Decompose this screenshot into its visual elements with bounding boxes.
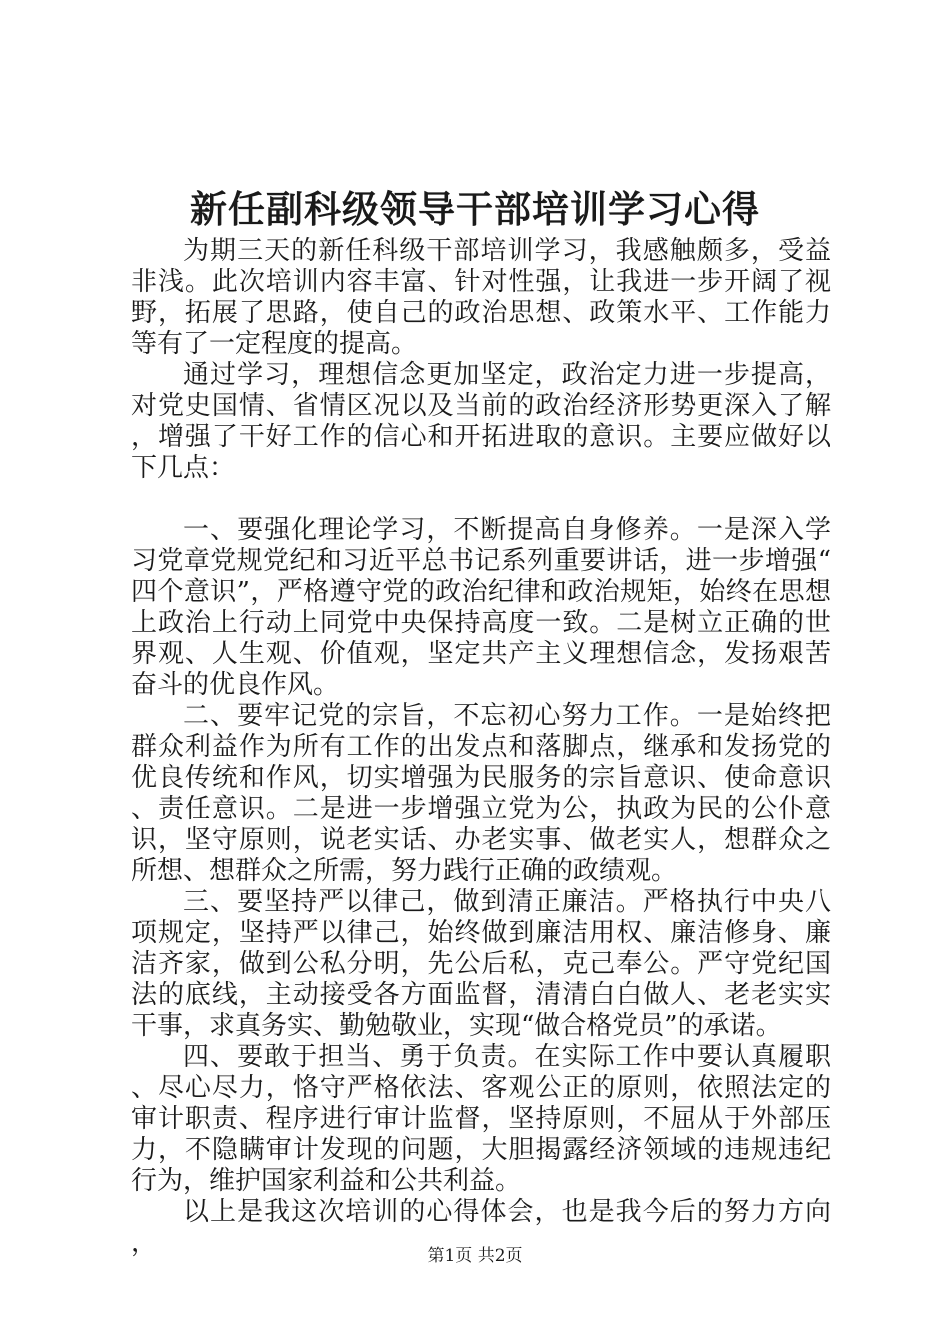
paragraph-conclusion: 以上是我这次培训的心得体会，也是我今后的努力方向， (131, 1197, 831, 1258)
paragraph-point-2: 二、要牢记党的宗旨，不忘初心努力工作。一是始终把群众利益作为所有工作的出发点和落脚点，继承和发扬党的优良传统和作风，切实增强为民服务的宗旨意识、使命意识、责任意识。二是进一步增强立党为公，执政为民的公仆意识，坚守原则，说老实话、办老实事、做老实人，想群众之所想、想群众之所需，努力践行正确的政绩观。 (131, 701, 831, 886)
document-title: 新任副科级领导干部培训学习心得 (190, 187, 760, 231)
page-number-footer: 第1页 共2页 (427, 1246, 523, 1266)
paragraph-spacer (131, 484, 831, 515)
paragraph-point-4: 四、要敢于担当、勇于负责。在实际工作中要认真履职、尽心尽力，恪守严格依法、客观公正的原则，依照法定的审计职责、程序进行审计监督，坚持原则，不屈从于外部压力，不隐瞒审计发现的问题，大胆揭露经济领域的违规违纪行为，维护国家利益和公共利益。 (131, 1042, 831, 1196)
paragraph-point-1: 一、要强化理论学习，不断提高自身修养。一是深入学习党章党规党纪和习近平总书记系列重要讲话，进一步增强“四个意识”，严格遵守党的政治纪律和政治规矩，始终在思想上政治上行动上同党中央保持高度一致。二是树立正确的世界观、人生观、价值观，坚定共产主义理想信念，发扬艰苦奋斗的优良作风。 (131, 515, 831, 700)
paragraph-intro: 为期三天的新任科级干部培训学习，我感触颇多，受益非浅。此次培训内容丰富、针对性强，让我进一步开阔了视野，拓展了思路，使自己的政治思想、政策水平、工作能力等有了一定程度的提高。 (131, 236, 831, 359)
paragraph-summary: 通过学习，理想信念更加坚定，政治定力进一步提高，对党史国情、省情区况以及当前的政治经济形势更深入了解，增强了干好工作的信心和开拓进取的意识。主要应做好以下几点： (131, 360, 831, 483)
document-body (131, 236, 831, 1259)
paragraph-point-3: 三、要坚持严以律己，做到清正廉洁。严格执行中央八项规定，坚持严以律己，始终做到廉洁用权、廉洁修身、廉洁齐家，做到公私分明，先公后私，克己奉公。严守党纪国法的底线，主动接受各方面监督，清清白白做人、老老实实干事，求真务实、勤勉敬业，实现“做合格党员”的承诺。 (131, 887, 831, 1041)
